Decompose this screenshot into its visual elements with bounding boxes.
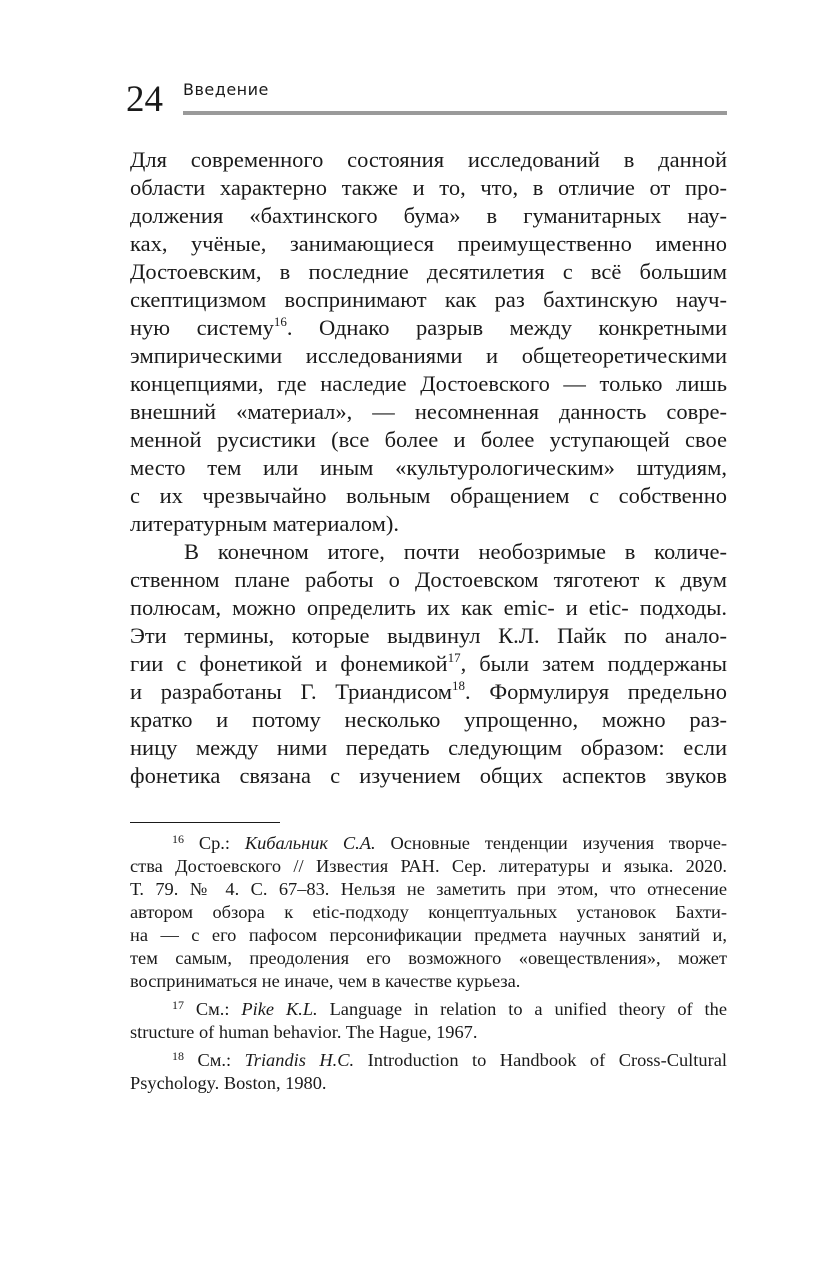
paragraph-1 (130, 146, 727, 538)
footnote-17 (130, 998, 727, 1044)
text-line: внешний «материал», — несомненная данность совре- (130, 399, 727, 424)
text-segment: Основные тенденции изучения творче- (375, 833, 727, 853)
text-line: место тем или иным «культурологическим» штудиям, (130, 455, 727, 480)
author-name: Triandis H.C. (244, 1050, 355, 1070)
running-head: Введение (183, 80, 269, 99)
text-segment: . Формулируя предельно (465, 679, 727, 704)
footnote-line: автором обзора к etic-подходу концептуальных установок Бахти- (130, 902, 727, 922)
text-line (130, 314, 727, 342)
text-line: полюсам, можно определить их как emic- и etic- подходы. (130, 595, 727, 620)
text-segment: Language in relation to a unified theory of the (317, 999, 728, 1019)
footnote-number: 18 (172, 1049, 184, 1063)
footnotes (130, 832, 727, 1095)
text-line: эмпирическими исследованиями и общетеоретическими (130, 343, 727, 368)
author-name: Pike K.L. (241, 999, 318, 1019)
footnote-ref-17[interactable]: 17 (447, 650, 461, 665)
text-line: ках, учёные, занимающиеся преимущественно именно (130, 231, 727, 256)
text-segment: См.: (184, 1050, 245, 1070)
footnote-line: тем самым, преодоления его возможного «овеществления», может (130, 948, 727, 968)
text-segment: См.: (184, 999, 242, 1019)
text-segment: Introduction to Handbook of Cross-Cultural (354, 1050, 727, 1070)
paragraph-2 (130, 538, 727, 790)
text-line: менной русистики (все более и более уступающей свое (130, 427, 727, 452)
footnote-line: восприниматься не иначе, чем в качестве курьеза. (130, 971, 521, 991)
text-line: кратко и потому несколько упрощенно, можно раз- (130, 707, 727, 732)
text-line: В конечном итоге, почти необозримые в количе- (184, 539, 727, 564)
footnote-line: Psychology. Boston, 1980. (130, 1073, 327, 1093)
footnote-18 (130, 1049, 727, 1095)
text-line: должения «бахтинского бума» в гуманитарных нау- (130, 203, 727, 228)
text-line: Для современного состояния исследований в данной (130, 147, 727, 172)
footnote-ref-18[interactable]: 18 (452, 678, 466, 693)
text-line: литературным материалом). (130, 511, 399, 536)
footnote-line: structure of human behavior. The Hague, 1967. (130, 1022, 478, 1042)
footnote-number: 17 (172, 998, 184, 1012)
text-line: Достоевским, в последние десятилетия с всё большим (130, 259, 727, 284)
footnote-line: Т. 79. № 4. С. 67–83. Нельзя не заметить при этом, что отнесение (130, 879, 727, 899)
text-segment: Ср.: (184, 833, 245, 853)
text-line (130, 650, 727, 678)
text-line: скептицизмом воспринимают как раз бахтинскую науч- (130, 287, 727, 312)
header-rule (183, 111, 727, 115)
text-line: области характерно также и то, что, в отличие от про- (130, 175, 727, 200)
footnote-line (130, 832, 727, 855)
text-segment: , были затем поддержаны (460, 651, 727, 676)
main-text (130, 146, 727, 790)
footnote-separator (130, 822, 280, 823)
text-segment: . Однако разрыв между конкретными (286, 315, 727, 340)
footnote-ref-16[interactable]: 16 (273, 314, 287, 329)
text-segment: ную систему (130, 315, 274, 340)
footnote-number: 16 (172, 832, 184, 846)
footnote-16 (130, 832, 727, 993)
footnote-line (130, 1049, 727, 1072)
footnote-line: ства Достоевского // Известия РАН. Сер. литературы и языка. 2020. (130, 856, 727, 876)
author-name: Кибальник С.А. (244, 833, 376, 853)
text-line: ственном плане работы о Достоевском тяготеют к двум (130, 567, 727, 592)
footnote-line (130, 998, 727, 1021)
page-number: 24 (126, 79, 163, 120)
text-segment: гии с фонетикой и фонемикой (130, 651, 448, 676)
text-line: концепциями, где наследие Достоевского — только лишь (130, 371, 727, 396)
text-line: фонетика связана с изучением общих аспектов звуков (130, 763, 727, 788)
footnote-line: на — с его пафосом персонификации предмета научных занятий и, (130, 925, 727, 945)
text-line: Эти термины, которые выдвинул К.Л. Пайк по анало- (130, 623, 727, 648)
text-line: с их чрезвычайно вольным обращением с собственно (130, 483, 727, 508)
text-line: ницу между ними передать следующим образом: если (130, 735, 727, 760)
text-segment: и разработаны Г. Триандисом (130, 679, 453, 704)
text-line (130, 678, 727, 706)
